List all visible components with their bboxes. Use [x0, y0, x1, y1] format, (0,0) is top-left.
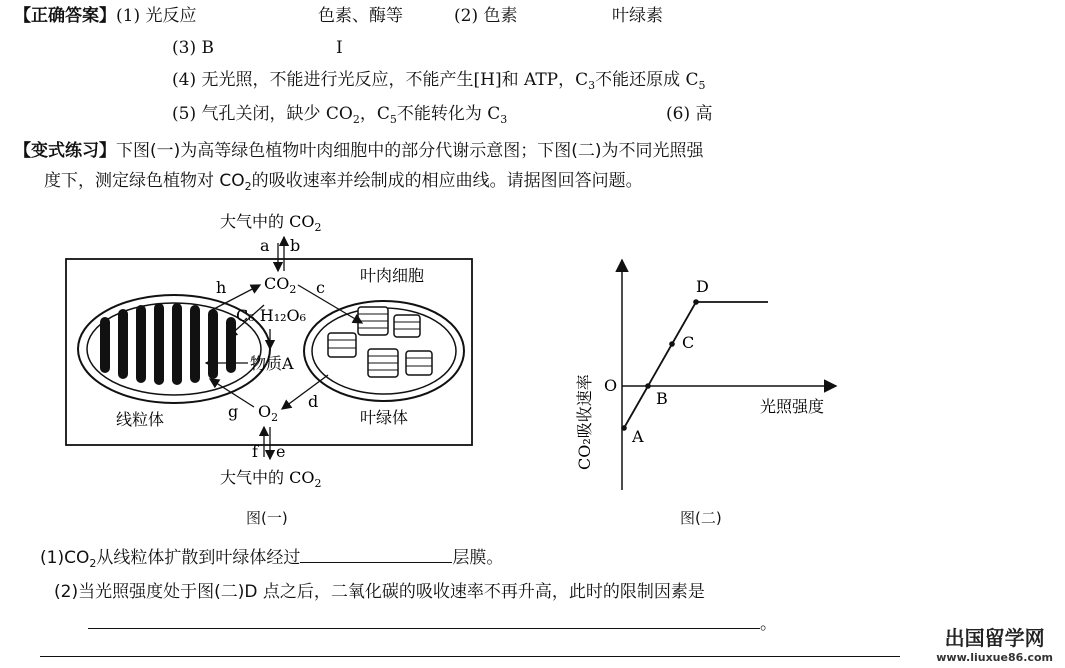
substance-a-label: 物质A: [250, 354, 294, 373]
bottom-rule: [40, 656, 900, 657]
origin-label: O: [604, 376, 618, 395]
point-label-B: B: [656, 389, 668, 408]
chloroplast-label: 叶绿体: [360, 408, 409, 427]
point-B: [645, 383, 651, 389]
answer-heading: 【正确答案】: [14, 6, 116, 26]
question-2: (2)当光照强度处于图(二)D 点之后，二氧化碳的吸收速率不再升高，此时的限制因素是: [54, 582, 705, 602]
answer-1-b: 色素、酶等: [318, 6, 403, 26]
answer-5: (5) 气孔关闭，缺少 $CO_2$，$C_5$不能转化为 $C_3$: [172, 104, 508, 126]
y-axis-label: CO₂吸收速率: [575, 374, 594, 470]
answer-3: (3) B: [172, 38, 214, 58]
watermark-cn: 出国留学网: [944, 626, 1045, 650]
answer-3-b: I: [336, 38, 343, 58]
answer-blank-2[interactable]: [88, 612, 760, 629]
watermark: [936, 622, 1053, 664]
label-e: e: [276, 442, 286, 461]
figure-1-caption: 图(一): [246, 509, 288, 527]
mitochondrion-label: 线粒体: [116, 410, 165, 429]
label-g: g: [228, 402, 239, 421]
arrow-d: [282, 375, 328, 409]
cell-label: 叶肉细胞: [360, 266, 425, 285]
exercise-line-1: 【变式练习】下图(一)为高等绿色植物叶肉细胞中的部分代谢示意图；下图(二)为不同光照强: [14, 141, 704, 161]
point-D: [693, 299, 699, 305]
answer-blank-1[interactable]: [300, 546, 452, 563]
atmosphere-co2-top: 大气中的 $CO_2$: [220, 212, 322, 234]
o2-center: $O_2$: [258, 402, 279, 424]
label-b: b: [290, 236, 301, 255]
cell-metabolism-diagram: [60, 205, 500, 505]
point-label-D: D: [696, 277, 709, 296]
answer-6: (6) 高: [666, 104, 713, 124]
point-A: [621, 425, 627, 431]
co2-center: $CO_2$: [264, 274, 297, 296]
point-label-A: A: [632, 427, 644, 446]
watermark-url: www.liuxue86.com: [936, 651, 1053, 664]
answer-line-1: [14, 6, 196, 26]
label-f: f: [252, 442, 258, 461]
chart-marks: [621, 277, 768, 446]
glucose-label: C₆ H₁₂O₆: [236, 306, 307, 325]
x-axis-label: 光照强度: [760, 397, 825, 416]
series-line: [624, 302, 768, 428]
answer-1: (1) 光反应: [116, 6, 197, 26]
answer-2: (2) 色素: [454, 6, 518, 26]
label-a: a: [260, 236, 270, 255]
question-2-blank-line: 。: [88, 612, 777, 634]
label-c: c: [316, 278, 325, 297]
answer-4: (4) 无光照，不能进行光反应，不能产生[H]和 ATP，$C_3$不能还原成 $C_5$: [172, 70, 706, 92]
atmosphere-co2-bottom: 大气中的 $CO_2$: [220, 468, 322, 490]
point-label-C: C: [682, 333, 695, 352]
co2-absorption-chart: [560, 250, 850, 550]
label-d: d: [308, 392, 319, 411]
chloroplast: [304, 301, 464, 401]
figure-2-caption: 图(二): [680, 509, 722, 527]
question-1: $(1)CO_2$从线粒体扩散到叶绿体经过 层膜。: [40, 548, 504, 570]
exercise-heading: 【变式练习】: [14, 141, 116, 161]
answer-2-b: 叶绿素: [612, 6, 663, 26]
exercise-line-2: 度下，测定绿色植物对 $CO_2$的吸收速率并绘制成的相应曲线。请据图回答问题。: [44, 171, 643, 193]
point-C: [669, 341, 675, 347]
label-h: h: [216, 278, 227, 297]
